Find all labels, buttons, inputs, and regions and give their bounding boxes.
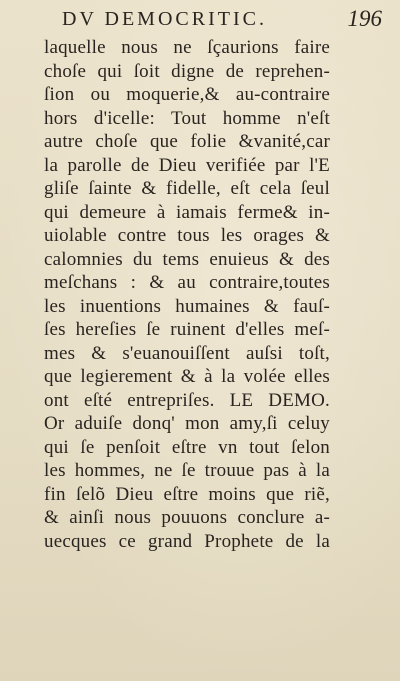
text-line: calomnies du tems enuieus & des: [44, 248, 330, 270]
text-line: ſion ou moquerie,& au-contraire: [44, 84, 330, 105]
text-line: hors d'icelle: Tout homme n'eſt: [44, 107, 330, 129]
running-head: [62, 6, 382, 34]
text-line: ſes hereſies ſe ruinent d'elles meſ-: [44, 319, 330, 340]
body-text: [44, 36, 330, 553]
text-line: uecques ce grand Prophete de la: [44, 530, 330, 552]
running-title: DV DEMOCRITIC.: [62, 8, 267, 30]
text-line: qui demeure à iamais ferme& in-: [44, 201, 330, 223]
text-line: gliſe ſainte & fidelle, eſt cela ſeul: [44, 178, 330, 199]
text-line: fin ſelõ Dieu eſtre moins que riẽ,: [44, 483, 330, 505]
text-line: mes & s'euanouiſſent auſsi toſt,: [44, 342, 330, 364]
text-line: les hommes, ne ſe trouue pas à la: [44, 460, 330, 481]
text-line: autre choſe que folie &vanité,car: [44, 131, 330, 152]
text-line: choſe qui ſoit digne de reprehen-: [44, 60, 330, 82]
text-line: qui ſe penſoit eſtre vn tout ſelon: [44, 436, 330, 458]
text-line: les inuentions humaines & fauſ-: [44, 295, 330, 317]
text-line: & ainſi nous pouuons conclure a-: [44, 507, 330, 528]
text-line: laquelle nous ne ſçaurions faire: [44, 37, 330, 58]
text-line: Or aduiſe donq' mon amy,ſi celuy: [44, 413, 330, 434]
page-number: 196: [347, 6, 382, 31]
text-line: que legierement & à la volée elles: [44, 366, 330, 387]
text-line: la parolle de Dieu verifiée par l'E: [44, 154, 330, 176]
text-line: meſchans : & au contraire,toutes: [44, 272, 330, 293]
text-line: uiolable contre tous les orages &: [44, 225, 330, 246]
text-line: ont eſté entrepriſes. LE DEMO.: [44, 389, 330, 411]
